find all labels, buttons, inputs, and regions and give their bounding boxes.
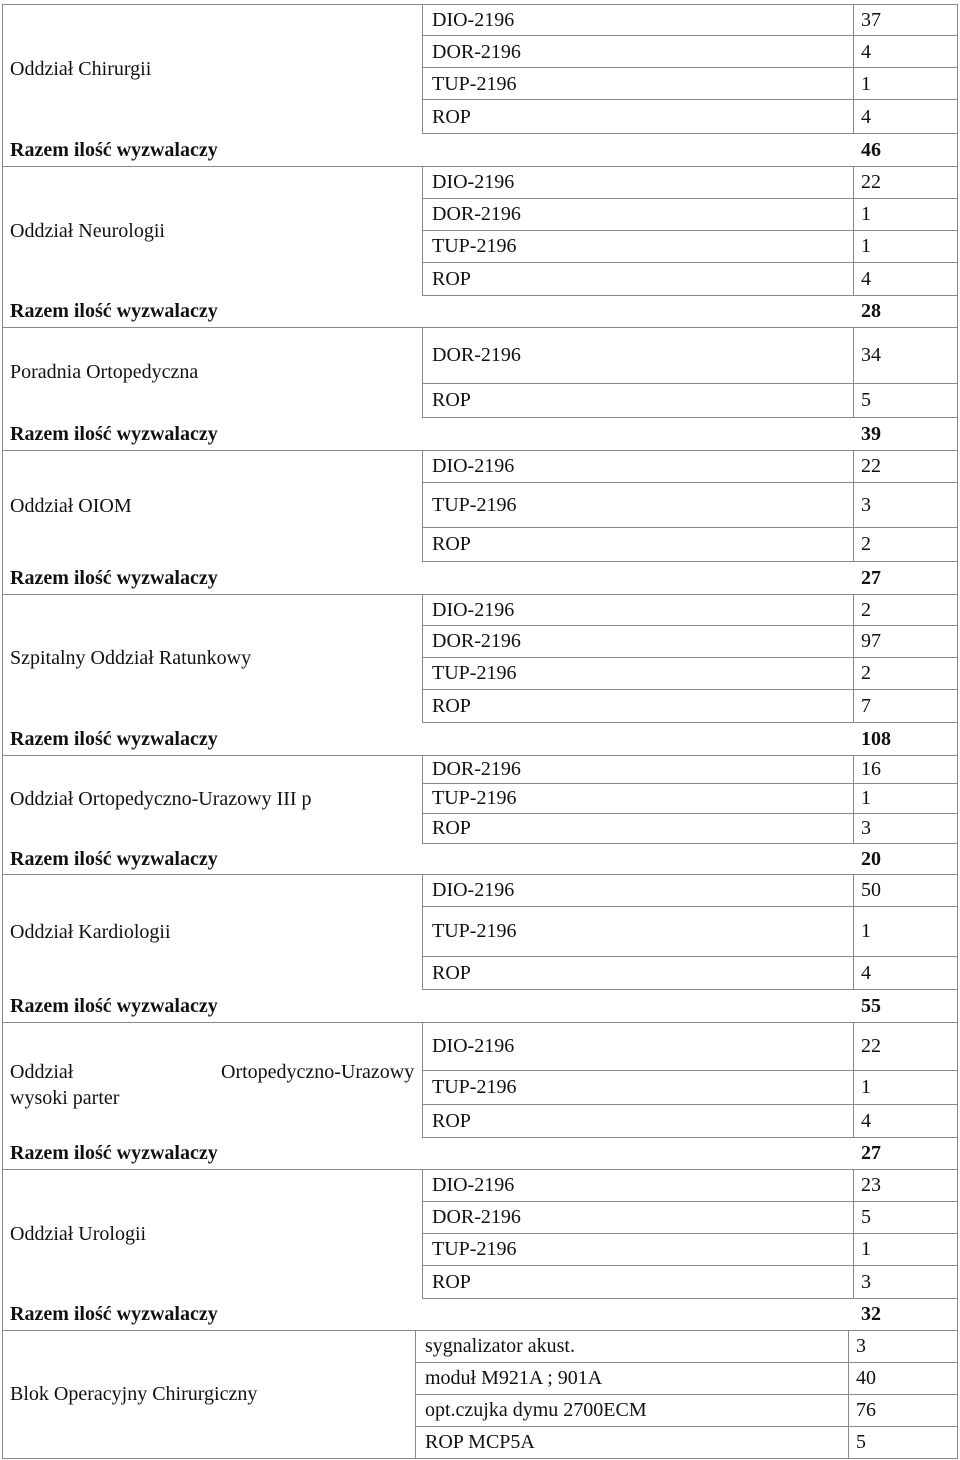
item-quantity: 3 bbox=[856, 1335, 866, 1357]
item-name: ROP bbox=[432, 1271, 471, 1293]
table-grid-line bbox=[422, 783, 957, 784]
total-label: Razem ilość wyzwalaczy bbox=[10, 1142, 218, 1164]
item-name: TUP-2196 bbox=[432, 920, 517, 942]
item-name: ROP bbox=[432, 962, 471, 984]
table-grid-line bbox=[2, 327, 957, 328]
item-name: DIO-2196 bbox=[432, 9, 515, 31]
item-quantity: 3 bbox=[861, 1271, 871, 1293]
item-quantity: 2 bbox=[861, 533, 871, 555]
total-label: Razem ilość wyzwalaczy bbox=[10, 139, 218, 161]
item-name: DOR-2196 bbox=[432, 41, 521, 63]
table-grid-line bbox=[422, 1104, 957, 1105]
item-name: DIO-2196 bbox=[432, 455, 515, 477]
item-quantity: 76 bbox=[856, 1399, 876, 1421]
item-name: TUP-2196 bbox=[432, 494, 517, 516]
item-quantity: 34 bbox=[861, 344, 881, 366]
item-name: ROP bbox=[432, 533, 471, 555]
table-grid-line bbox=[422, 198, 957, 199]
table-grid-line bbox=[415, 1426, 957, 1427]
department-name: wysoki parter bbox=[10, 1087, 120, 1109]
department-name: Oddział Neurologii bbox=[10, 220, 165, 242]
table-grid-line bbox=[415, 1394, 957, 1395]
item-name: ROP bbox=[432, 389, 471, 411]
item-quantity: 3 bbox=[861, 494, 871, 516]
item-quantity: 4 bbox=[861, 41, 871, 63]
item-quantity: 1 bbox=[861, 73, 871, 95]
item-name: ROP MCP5A bbox=[425, 1431, 535, 1453]
table-grid-line bbox=[422, 166, 423, 296]
table-grid-line bbox=[422, 417, 957, 418]
item-quantity: 5 bbox=[861, 389, 871, 411]
table-grid-line bbox=[422, 262, 957, 263]
department-name: Poradnia Ortopedyczna bbox=[10, 361, 199, 383]
department-name: Oddział bbox=[10, 1061, 74, 1083]
item-name: DOR-2196 bbox=[432, 203, 521, 225]
item-quantity: 37 bbox=[861, 9, 881, 31]
item-quantity: 4 bbox=[861, 106, 871, 128]
table-grid-line bbox=[422, 99, 957, 100]
table-grid-line bbox=[2, 874, 957, 875]
item-name: DIO-2196 bbox=[432, 599, 515, 621]
table-grid-line bbox=[2, 1022, 957, 1023]
department-name: Szpitalny Oddział Ratunkowy bbox=[10, 647, 252, 669]
department-name: Oddział Ortopedyczno-Urazowy III p bbox=[10, 788, 312, 810]
item-name: TUP-2196 bbox=[432, 235, 517, 257]
item-quantity: 23 bbox=[861, 1174, 881, 1196]
item-name: opt.czujka dymu 2700ECM bbox=[425, 1399, 647, 1421]
table-grid-line bbox=[422, 755, 423, 844]
total-value: 55 bbox=[861, 995, 881, 1017]
total-value: 20 bbox=[861, 848, 881, 870]
item-name: TUP-2196 bbox=[432, 662, 517, 684]
table-grid-line bbox=[422, 1137, 957, 1138]
total-label: Razem ilość wyzwalaczy bbox=[10, 1303, 218, 1325]
table-grid-line bbox=[422, 813, 957, 814]
table-grid-line bbox=[853, 327, 854, 418]
total-label: Razem ilość wyzwalaczy bbox=[10, 567, 218, 589]
table-grid-line bbox=[422, 1233, 957, 1234]
table-grid-line bbox=[422, 722, 957, 723]
item-quantity: 40 bbox=[856, 1367, 876, 1389]
table-grid-line bbox=[853, 4, 854, 134]
table-grid-line bbox=[2, 755, 957, 756]
table-grid-line bbox=[422, 450, 423, 562]
table-grid-line bbox=[422, 1201, 957, 1202]
table-grid-line bbox=[853, 874, 854, 990]
item-name: TUP-2196 bbox=[432, 1076, 517, 1098]
table-grid-line bbox=[853, 166, 854, 296]
table-grid-line bbox=[422, 657, 957, 658]
table-grid-line bbox=[422, 843, 957, 844]
department-name: Oddział Chirurgii bbox=[10, 58, 152, 80]
item-name: moduł M921A ; 901A bbox=[425, 1367, 603, 1389]
table-grid-line bbox=[422, 956, 957, 957]
table-grid-line bbox=[422, 625, 957, 626]
item-name: DOR-2196 bbox=[432, 630, 521, 652]
table-grid-line bbox=[422, 1169, 423, 1299]
item-quantity: 22 bbox=[861, 171, 881, 193]
table-grid-line bbox=[2, 166, 957, 167]
table-grid-line bbox=[422, 1022, 423, 1138]
item-quantity: 2 bbox=[861, 662, 871, 684]
table-grid-line bbox=[2, 1458, 957, 1459]
item-quantity: 3 bbox=[861, 817, 871, 839]
total-label: Razem ilość wyzwalaczy bbox=[10, 848, 218, 870]
item-name: ROP bbox=[432, 106, 471, 128]
item-name: ROP bbox=[432, 817, 471, 839]
department-name: Oddział OIOM bbox=[10, 495, 132, 517]
item-name: TUP-2196 bbox=[432, 73, 517, 95]
total-value: 27 bbox=[861, 567, 881, 589]
item-name: DOR-2196 bbox=[432, 1206, 521, 1228]
item-quantity: 1 bbox=[861, 235, 871, 257]
item-name: TUP-2196 bbox=[432, 1238, 517, 1260]
table-grid-line bbox=[422, 594, 423, 723]
item-name: ROP bbox=[432, 695, 471, 717]
item-quantity: 1 bbox=[861, 1076, 871, 1098]
table-grid-line bbox=[2, 594, 957, 595]
table-grid-line bbox=[415, 1362, 957, 1363]
table-grid-line bbox=[422, 1265, 957, 1266]
table-grid-line bbox=[957, 4, 958, 1459]
total-value: 39 bbox=[861, 423, 881, 445]
table-grid-line bbox=[422, 1070, 957, 1071]
item-quantity: 1 bbox=[861, 787, 871, 809]
table-grid-line bbox=[853, 1169, 854, 1299]
table-grid-line bbox=[2, 4, 957, 5]
table-grid-line bbox=[853, 1022, 854, 1138]
table-grid-line bbox=[853, 755, 854, 844]
item-quantity: 7 bbox=[861, 695, 871, 717]
item-quantity: 4 bbox=[861, 962, 871, 984]
item-quantity: 1 bbox=[861, 203, 871, 225]
total-label: Razem ilość wyzwalaczy bbox=[10, 995, 218, 1017]
department-name: Oddział Urologii bbox=[10, 1223, 147, 1245]
table-grid-line bbox=[2, 450, 957, 451]
table-grid-line bbox=[422, 989, 957, 990]
item-name: ROP bbox=[432, 1110, 471, 1132]
table-grid-line bbox=[422, 689, 957, 690]
table-grid-line bbox=[422, 527, 957, 528]
table-grid-line bbox=[422, 67, 957, 68]
item-name: sygnalizator akust. bbox=[425, 1335, 575, 1357]
total-value: 28 bbox=[861, 300, 881, 322]
item-quantity: 22 bbox=[861, 455, 881, 477]
total-value: 27 bbox=[861, 1142, 881, 1164]
item-name: TUP-2196 bbox=[432, 787, 517, 809]
department-name: Blok Operacyjny Chirurgiczny bbox=[10, 1383, 258, 1405]
item-quantity: 97 bbox=[861, 630, 881, 652]
table-grid-line bbox=[853, 450, 854, 562]
item-quantity: 5 bbox=[856, 1431, 866, 1453]
table-grid-line bbox=[422, 4, 423, 134]
item-quantity: 22 bbox=[861, 1035, 881, 1057]
item-quantity: 4 bbox=[861, 1110, 871, 1132]
table-grid-line bbox=[422, 35, 957, 36]
table-grid-line bbox=[422, 1298, 957, 1299]
table-grid-line bbox=[2, 1330, 957, 1331]
table-grid-line bbox=[422, 482, 957, 483]
total-value: 108 bbox=[861, 728, 891, 750]
item-quantity: 50 bbox=[861, 879, 881, 901]
item-quantity: 2 bbox=[861, 599, 871, 621]
department-name: Ortopedyczno-Urazowy bbox=[221, 1061, 415, 1083]
table-grid-line bbox=[422, 874, 423, 990]
item-name: DOR-2196 bbox=[432, 344, 521, 366]
table-grid-line bbox=[422, 906, 957, 907]
item-name: DOR-2196 bbox=[432, 758, 521, 780]
total-label: Razem ilość wyzwalaczy bbox=[10, 300, 218, 322]
item-name: DIO-2196 bbox=[432, 171, 515, 193]
table-grid-line bbox=[422, 561, 957, 562]
table-grid-line bbox=[853, 594, 854, 723]
item-quantity: 16 bbox=[861, 758, 881, 780]
total-value: 32 bbox=[861, 1303, 881, 1325]
table-grid-line bbox=[2, 1169, 957, 1170]
table-grid-line bbox=[422, 383, 957, 384]
total-label: Razem ilość wyzwalaczy bbox=[10, 423, 218, 445]
item-quantity: 1 bbox=[861, 920, 871, 942]
item-name: DIO-2196 bbox=[432, 1174, 515, 1196]
total-value: 46 bbox=[861, 139, 881, 161]
table-grid-line bbox=[422, 230, 957, 231]
total-label: Razem ilość wyzwalaczy bbox=[10, 728, 218, 750]
table-grid-line bbox=[422, 327, 423, 418]
item-quantity: 5 bbox=[861, 1206, 871, 1228]
item-name: DIO-2196 bbox=[432, 1035, 515, 1057]
item-name: DIO-2196 bbox=[432, 879, 515, 901]
item-quantity: 1 bbox=[861, 1238, 871, 1260]
table-grid-line bbox=[422, 295, 957, 296]
table-grid-line bbox=[422, 133, 957, 134]
item-name: ROP bbox=[432, 268, 471, 290]
item-quantity: 4 bbox=[861, 268, 871, 290]
department-name: Oddział Kardiologii bbox=[10, 921, 171, 943]
table-grid-line bbox=[2, 4, 3, 1459]
